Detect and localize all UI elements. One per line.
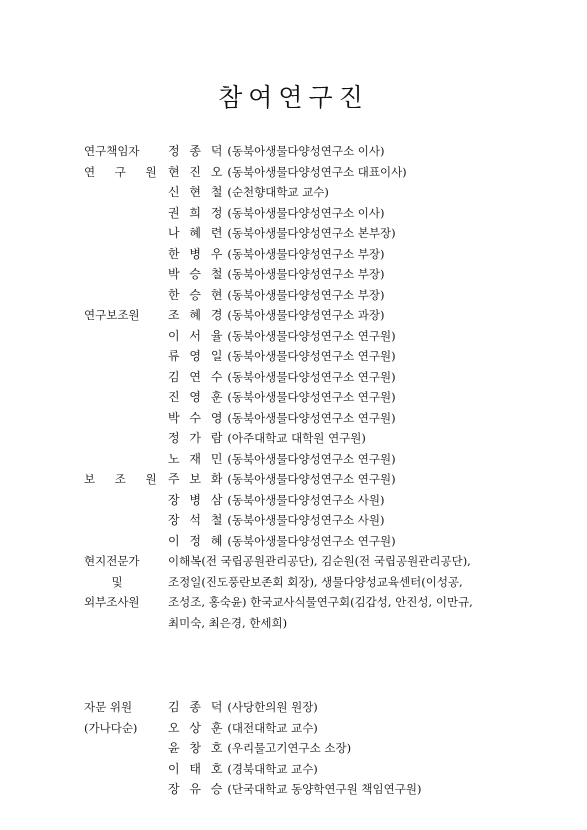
field-expert-text: 이해복(전 국립공원관리공단), 김순원(전 국립공원관리공단), [168, 554, 471, 568]
member-name: 조 혜 경 [168, 308, 226, 322]
roster-row [84, 285, 564, 306]
member-affiliation: (대전대학교 교수) [227, 720, 318, 735]
member-affiliation: (동북아생물다양성연구소 이사) [227, 205, 385, 220]
member-name: 김 연 수 [168, 369, 226, 384]
member-affiliation: (순천향대학교 교수) [227, 185, 329, 199]
member-name: 한 병 우 [168, 246, 226, 261]
member-affiliation: (동북아생물다양성연구소 연구원) [227, 533, 396, 548]
member-name: 주 보 화 [168, 472, 226, 486]
roster-row [84, 469, 564, 490]
member-name: 박 수 영 [168, 410, 226, 425]
field-expert-line [84, 592, 564, 613]
advisor-row [84, 718, 564, 739]
roster-row [84, 510, 564, 531]
member-affiliation: (동북아생물다양성연구소 연구원) [227, 410, 396, 425]
member-affiliation: (동북아생물다양성연구소 연구원) [227, 369, 396, 384]
advisor-row [84, 697, 564, 718]
member-affiliation: (동북아생물다양성연구소 이사) [227, 144, 385, 158]
member-affiliation: (동북아생물다양성연구소 부장) [227, 287, 385, 302]
member-affiliation: (동북아생물다양성연구소 연구원) [227, 349, 396, 363]
section-gap [84, 633, 564, 697]
member-name: 나 혜 련 [168, 226, 226, 240]
roster-row [84, 531, 564, 552]
field-expert-line [84, 572, 564, 593]
member-affiliation: (동북아생물다양성연구소 연구원) [227, 472, 396, 486]
member-affiliation: (동북아생물다양성연구소 부장) [227, 267, 385, 281]
roster-row [84, 367, 564, 388]
field-expert-text: 최미숙, 최은경, 한세희) [168, 615, 288, 630]
member-affiliation: (동북아생물다양성연구소 대표이사) [227, 164, 407, 179]
member-name: 박 승 철 [168, 267, 226, 281]
roster-row [84, 182, 564, 203]
member-affiliation: (동북아생물다양성연구소 연구원) [227, 328, 396, 343]
advisor-row [84, 759, 564, 780]
member-affiliation: (아주대학교 대학원 연구원) [227, 431, 366, 445]
member-name: 오 상 훈 [168, 720, 226, 735]
roster-row [84, 305, 564, 326]
member-name: 한 승 현 [168, 287, 226, 302]
member-name: 진 영 훈 [168, 390, 226, 404]
roster-row [84, 408, 564, 429]
roster-row [84, 203, 564, 224]
advisor-row [84, 779, 564, 800]
member-name: 정 가 람 [168, 431, 226, 445]
roster-row [84, 449, 564, 470]
field-expert-line [84, 551, 564, 572]
role-label: 연구책임자 [84, 144, 140, 158]
member-name: 윤 창 호 [168, 741, 226, 755]
role-label: 및 [111, 574, 123, 589]
member-affiliation: (동북아생물다양성연구소 연구원) [227, 390, 396, 404]
member-name: 이 정 혜 [168, 533, 226, 548]
advisor-row [84, 738, 564, 759]
roster-row [84, 326, 564, 347]
roster-row [84, 264, 564, 285]
member-name: 현 진 오 [168, 164, 226, 179]
member-name: 류 영 일 [168, 349, 226, 363]
research-team-roster [84, 141, 564, 800]
member-affiliation: (동북아생물다양성연구소 부장) [227, 246, 385, 261]
role-label: 외부조사원 [84, 595, 140, 609]
role-label: 보 조 원 [84, 472, 165, 486]
member-name: 김 종 덕 [168, 700, 226, 714]
member-affiliation: (동북아생물다양성연구소 과장) [227, 308, 385, 322]
roster-row [84, 428, 564, 449]
roster-row [84, 490, 564, 511]
role-label: 현지전문가 [84, 554, 140, 568]
member-affiliation: (동북아생물다양성연구소 연구원) [227, 451, 396, 466]
member-name: 장 병 삼 [168, 492, 226, 507]
member-name: 장 유 승 [168, 782, 226, 796]
member-affiliation: (동북아생물다양성연구소 본부장) [227, 226, 396, 240]
role-label: (가나다순) [84, 720, 138, 735]
member-name: 신 현 철 [168, 185, 226, 199]
field-expert-text: 조성조, 홍숙윤) 한국교사식물연구회(김갑성, 안진성, 이만규, [168, 595, 473, 609]
field-expert-line [84, 613, 564, 634]
field-expert-text: 조정일(진도풍란보존회 회장), 생물다양성교육센터(이성공, [168, 574, 463, 589]
roster-row [84, 223, 564, 244]
member-affiliation: (동북아생물다양성연구소 사원) [227, 513, 385, 527]
member-name: 노 재 민 [168, 451, 226, 466]
member-affiliation: (사당한의원 원장) [227, 700, 318, 714]
member-affiliation: (우리물고기연구소 소장) [227, 741, 352, 755]
member-name: 이 서 율 [168, 328, 226, 343]
member-affiliation: (경북대학교 교수) [227, 761, 318, 776]
role-label: 연구보조원 [84, 308, 140, 322]
member-name: 정 종 덕 [168, 144, 226, 158]
role-label: 자문 위원 [84, 700, 133, 714]
member-affiliation: (단국대학교 동양학연구원 책임연구원) [227, 782, 422, 796]
role-label: 연 구 원 [84, 164, 165, 179]
member-affiliation: (동북아생물다양성연구소 사원) [227, 492, 385, 507]
member-name: 이 태 호 [168, 761, 226, 776]
roster-row [84, 244, 564, 265]
roster-row [84, 162, 564, 183]
member-name: 권 희 정 [168, 205, 226, 220]
roster-row [84, 387, 564, 408]
member-name: 장 석 철 [168, 513, 226, 527]
roster-row [84, 346, 564, 367]
page-title: 참여연구진 [218, 83, 369, 112]
roster-row [84, 141, 564, 162]
